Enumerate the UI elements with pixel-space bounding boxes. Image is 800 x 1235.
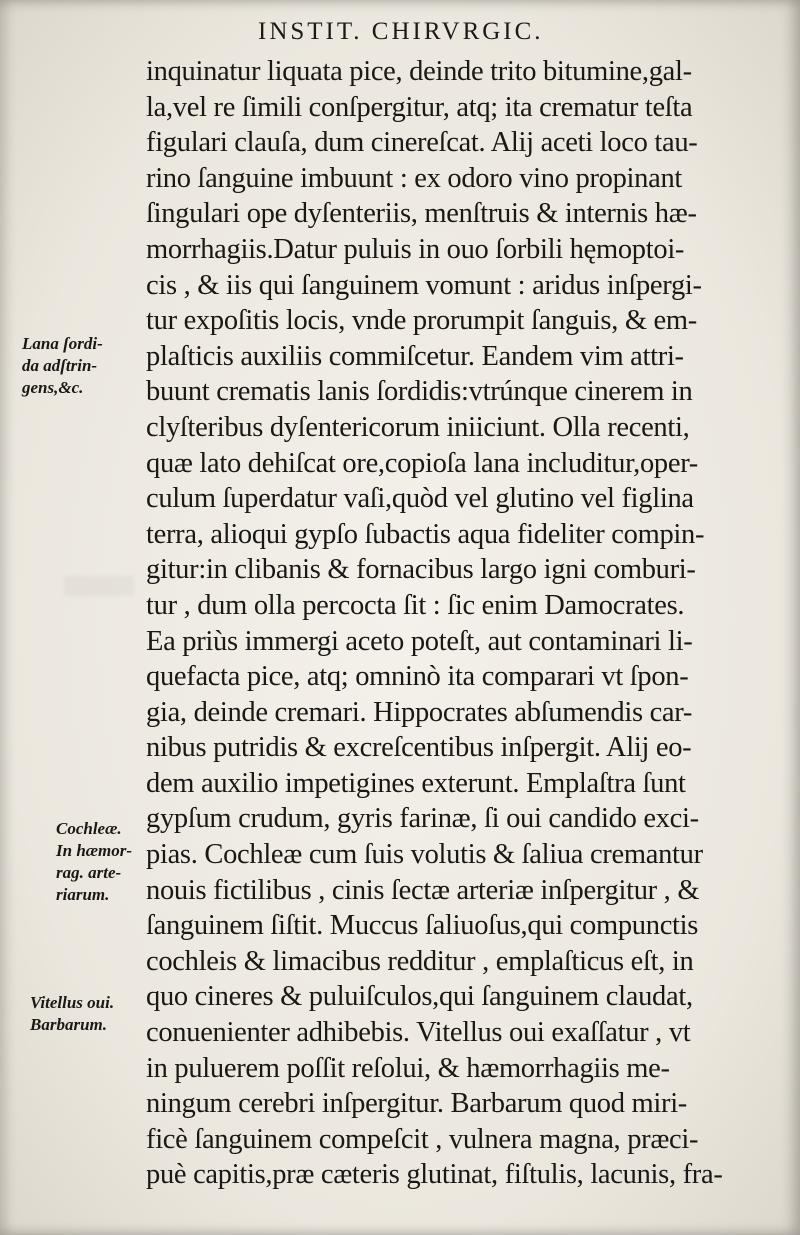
- text-line: gia, deinde cremari. Hippocrates abſumendis car-: [146, 696, 693, 728]
- margin-note-line: In hæmor-: [56, 841, 133, 860]
- margin-note-vitellus: [30, 992, 114, 1036]
- text-line: morrhagiis.Datur puluis in ouo ſorbili hęmoptoi-: [146, 233, 685, 265]
- text-line: cis , & iis qui ſanguinem vomunt : aridus inſpergi-: [146, 269, 702, 301]
- text-line: ficè ſanguinem compeſcit , vulnera magna, præci-: [146, 1123, 699, 1155]
- main-text-block: [146, 54, 786, 1193]
- show-through-smudge: [64, 576, 134, 596]
- text-line: cochleis & limacibus redditur , emplaſticus eſt, in: [146, 945, 694, 977]
- text-line: buunt crematis lanis ſordidis:vtrúnque cinerem in: [146, 376, 693, 408]
- text-line: gypſum crudum, gyris farinæ, ſi oui candido exci-: [146, 803, 699, 835]
- margin-note-line: Vitellus oui.: [30, 993, 115, 1012]
- running-header: INSTIT. CHIRVRGIC.: [258, 18, 544, 45]
- text-line: inquinatur liquata pice, deinde trito bitumine,gal-: [146, 56, 692, 87]
- text-line: quo cineres & puluiſculos,qui ſanguinem claudat,: [146, 981, 693, 1013]
- text-line: in puluerem poſſit reſolui, & hæmorrhagiis me-: [146, 1052, 670, 1084]
- text-line: rino ſanguine imbuunt : ex odoro vino propinant: [146, 162, 683, 194]
- text-line: quefacta pice, atq; omninò ita comparari vt ſpon-: [146, 661, 689, 693]
- text-line: Ea priùs immergi aceto poteſt, aut contaminari li-: [146, 625, 693, 657]
- margin-note-line: riarum.: [56, 885, 110, 904]
- text-line: puè capitis,præ cæteris glutinat, fiſtulis, lacunis, fra-: [146, 1159, 723, 1191]
- margin-note-line: Lana ſordi-: [22, 334, 103, 353]
- margin-note-line: rag. arte-: [56, 863, 122, 882]
- margin-note-cochleae: [56, 818, 132, 906]
- margin-note-line: da adſtrin-: [22, 356, 98, 375]
- text-line: clyſteribus dyſentericorum iniiciunt. Olla recenti,: [146, 411, 690, 443]
- text-line: figulari clauſa, dum cinereſcat. Alij aceti loco tau-: [146, 127, 698, 159]
- text-line: plaſticis auxiliis commiſcetur. Eandem vim attri-: [146, 340, 684, 372]
- text-line: ſingulari ope dyſenteriis, menſtruis & internis hæ-: [146, 198, 697, 230]
- text-line: tur expoſitis locis, vnde prorumpit ſanguis, & em-: [146, 305, 697, 337]
- text-line: nouis fictilibus , cinis ſectæ arteriæ inſpergitur , &: [146, 874, 700, 906]
- text-line: ſanguinem ſiſtit. Muccus ſaliuoſus,qui compunctis: [146, 910, 699, 942]
- text-line: tur , dum olla percocta ſit : ſic enim Damocrates.: [146, 589, 685, 621]
- text-line: conuenienter adhibebis. Vitellus oui exaſſatur , vt: [146, 1017, 691, 1049]
- text-line: pias. Cochleæ cum ſuis volutis & ſaliua cremantur: [146, 839, 703, 871]
- margin-note-lana: [22, 333, 103, 399]
- text-line: nibus putridis & excreſcentibus inſpergit. Alij eo-: [146, 732, 692, 764]
- text-line: culum ſuperdatur vaſi,quòd vel glutino vel figlina: [146, 483, 694, 515]
- text-line: dem auxilio impetigines exterunt. Emplaſtra ſunt: [146, 767, 686, 799]
- text-line: ningum cerebri inſpergitur. Barbarum quod miri-: [146, 1088, 687, 1120]
- text-line: terra, alioqui gypſo ſubactis aqua fideliter compin-: [146, 518, 705, 550]
- text-line: la,vel re ſimili conſpergitur, atq; ita crematur teſta: [146, 91, 693, 123]
- margin-note-line: Barbarum.: [30, 1015, 107, 1034]
- margin-note-line: Cochleæ.: [56, 819, 122, 838]
- text-line: gitur:in clibanis & fornacibus largo igni comburi-: [146, 554, 696, 586]
- margin-note-line: gens,&c.: [22, 378, 84, 397]
- text-line: quæ lato dehiſcat ore,copioſa lana includitur,oper-: [146, 447, 699, 479]
